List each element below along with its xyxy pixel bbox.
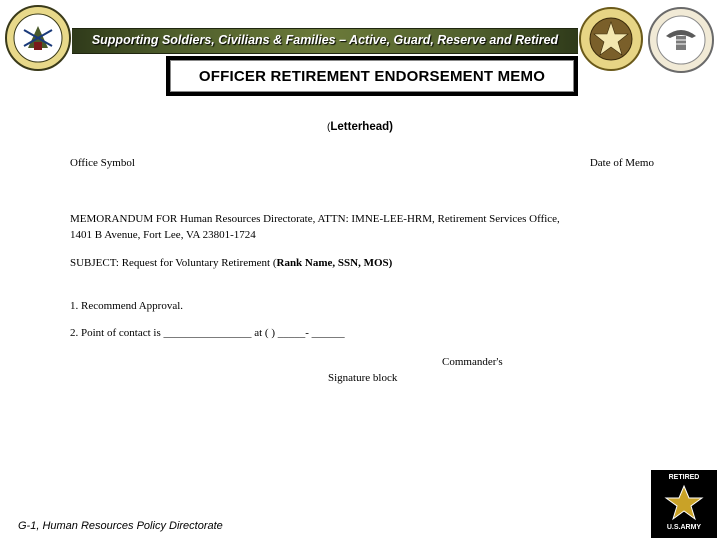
item-1: 1. Recommend Approval. — [70, 300, 184, 312]
date-of-memo: Date of Memo — [589, 157, 654, 169]
subject-prefix: SUBJECT: Request for Voluntary Retirement ( — [70, 257, 277, 269]
title-frame — [166, 56, 578, 96]
commanders-label: Commander's — [442, 356, 503, 368]
army-retired-logo — [651, 470, 717, 538]
department-of-army-seal-icon — [4, 4, 72, 72]
army-retired-star-icon — [664, 484, 704, 522]
title-inner — [170, 60, 574, 92]
letterhead-label — [0, 121, 720, 133]
signature-block: Signature block — [328, 372, 398, 384]
letterhead-text: Letterhead) — [330, 121, 393, 133]
page-title: OFFICER RETIREMENT ENDORSEMENT MEMO — [198, 67, 546, 85]
letterhead-open-paren: ( — [327, 122, 331, 133]
memo-for-line-2: 1401 B Avenue, Fort Lee, VA 23801-1724 — [70, 229, 256, 241]
great-seal-eagle-icon — [646, 6, 716, 74]
memo-for-line-1: MEMORANDUM FOR Human Resources Directorate, ATTN: IMNE-LEE-HRM, Retirement Services Office, — [70, 213, 560, 225]
footer-directorate: G-1, Human Resources Policy Directorate — [18, 520, 223, 532]
item-2: 2. Point of contact is ________________ at ( ) _____- ______ — [70, 327, 345, 339]
banner-slogan: Supporting Soldiers, Civilians & Families – Active, Guard, Reserve and Retired — [91, 33, 559, 47]
chief-of-staff-seal-icon — [578, 6, 644, 72]
subject-bold: Rank Name, SSN, MOS) — [276, 257, 393, 269]
us-army-label: U.S.ARMY — [666, 524, 702, 531]
office-symbol: Office Symbol — [70, 157, 135, 169]
memorandum-for — [70, 211, 560, 243]
subject-line — [70, 257, 392, 269]
retired-label: RETIRED — [668, 474, 700, 481]
